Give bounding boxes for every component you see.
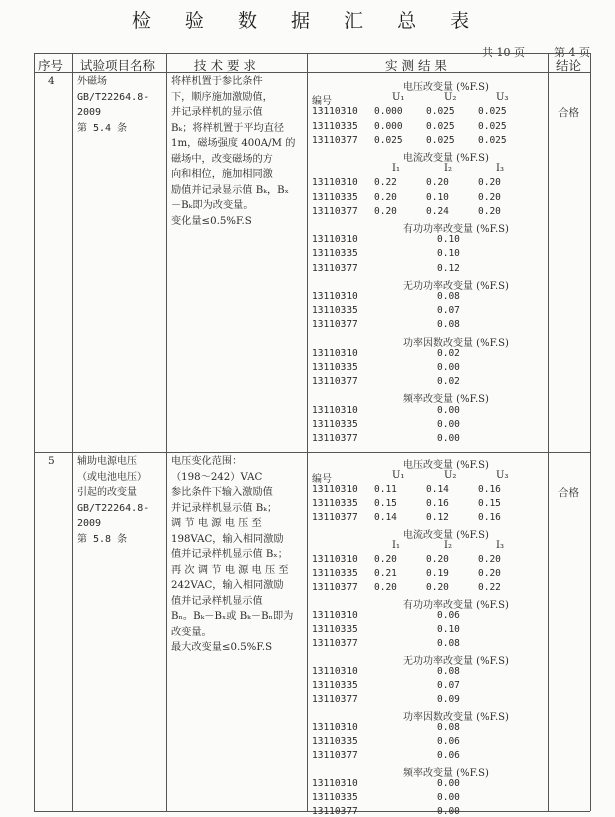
result-value: 0.06 [437,610,460,621]
requirement-line: 励值并记录显示值 Bₖ，Bₓ [171,184,289,196]
result-value: 0.16 [478,512,501,523]
requirement-line: 值并记录样机显示值 [171,595,263,607]
row-seq: 5 [48,455,55,467]
id-column-label: 编号 [312,96,332,108]
col-border [307,53,308,811]
item-name-line: GB/T22264.8- [77,502,150,514]
page-count: 共 10 页 [482,46,525,59]
item-name-line: 外磁场 [77,76,107,87]
header-requirement: 技 术 要 求 [194,58,256,73]
section-title: 频率改变量 (%F.S) [403,768,489,779]
result-value: 0.10 [437,248,460,260]
result-value: 0.00 [437,404,460,416]
result-row-id: 13110377 [312,694,358,705]
result-row-id: 13110377 [312,750,358,761]
result-value: 0.12 [426,512,449,523]
result-row-id: 13110335 [312,624,358,635]
result-row-id: 13110310 [312,106,358,118]
conclusion-value: 合格 [558,487,579,499]
requirement-line: 将样机置于参比条件 [171,76,263,87]
result-row-id: 13110310 [312,610,358,621]
requirement-line: 电压变化范围： [171,456,243,467]
section-title: 有功功率改变量 (%F.S) [403,224,509,235]
result-row-id: 13110310 [312,722,358,733]
item-name-line: 第 5.4 条 [77,122,128,134]
conclusion-value: 合格 [558,107,579,119]
section-title: 电压改变量 (%F.S) [403,82,489,93]
result-value: 0.000 [374,106,403,118]
result-value: 0.00 [437,433,460,444]
result-row-id: 13110335 [312,680,358,691]
result-row-id: 13110335 [312,120,358,132]
column-label: U₁ [392,92,405,104]
requirement-line: （198～242）VAC [171,471,263,483]
section-title: 无功功率改变量 (%F.S) [403,280,509,292]
col-border [166,53,167,811]
item-name-line: （或电池电压） [77,471,147,483]
column-label: U₂ [444,92,457,104]
row-divider [34,452,590,453]
requirement-line: 调 节 电 源 电 压 至 [171,518,262,529]
result-row-id: 13110377 [312,262,358,274]
result-row-id: 13110335 [312,248,358,260]
result-value: 0.025 [478,106,507,118]
result-value: 0.025 [374,134,403,146]
result-row-id: 13110377 [312,806,358,817]
row-seq: 4 [48,75,55,87]
column-label: I₂ [444,540,452,551]
result-value: 0.10 [437,234,460,246]
requirement-line: 并记录样机显示值 Bₖ； [171,502,278,514]
result-value: 0.025 [478,120,507,132]
result-value: 0.20 [478,177,501,189]
column-label: U₃ [496,92,509,104]
item-name-line: GB/T22264.8- [77,91,150,103]
section-title: 无功功率改变量 (%F.S) [403,656,509,667]
col-border [590,53,591,811]
column-label: I₃ [496,163,504,175]
result-row-id: 13110310 [312,404,358,416]
result-row-id: 13110377 [312,582,358,593]
result-row-id: 13110335 [312,305,358,317]
header-seq: 序号 [38,58,64,73]
result-row-id: 13110377 [312,433,358,444]
result-value: 0.14 [374,512,397,523]
result-row-id: 13110310 [312,778,358,789]
result-value: 0.10 [437,624,460,635]
result-value: 0.02 [437,376,460,388]
item-name-line: 引起的改变量 [77,487,137,498]
result-value: 0.10 [426,191,449,203]
result-value: 0.02 [437,347,460,359]
section-title: 电压改变量 (%F.S) [403,460,489,471]
result-value: 0.20 [426,554,449,565]
result-row-id: 13110310 [312,347,358,359]
header-conclusion: 结论 [556,58,582,73]
result-row-id: 13110310 [312,177,358,189]
result-value: 0.08 [437,291,460,302]
result-value: 0.025 [426,106,455,118]
requirement-line: 值并记录样机显示值 Bₓ； [171,549,288,560]
result-value: 0.15 [478,498,501,509]
requirement-line: 再 次 调 节 电 源 电 压 至 [171,564,289,576]
result-row-id: 13110310 [312,484,358,495]
result-row-id: 13110377 [312,638,358,649]
result-row-id: 13110377 [312,134,358,146]
requirement-line: Bₖ；将样机置于平均直径 [171,122,285,134]
result-value: 0.21 [374,568,397,579]
result-row-id: 13110310 [312,291,358,302]
item-name-line: 第 5.8 条 [77,533,128,545]
result-value: 0.15 [374,498,397,509]
result-row-id: 13110335 [312,191,358,203]
result-value: 0.20 [426,582,449,593]
result-value: 0.22 [374,177,397,189]
section-title: 电流改变量 (%F.S) [403,530,489,541]
section-title: 功率因数改变量 (%F.S) [403,337,509,349]
column-label: U₂ [444,470,457,481]
result-value: 0.14 [426,484,449,495]
result-value: 0.00 [437,418,460,430]
requirement-line: 1m，磁场强度 400A/M 的 [171,138,296,149]
result-value: 0.08 [437,319,460,331]
col-border [548,53,549,811]
result-row-id: 13110377 [312,205,358,217]
result-value: 0.08 [437,722,460,733]
result-value: 0.00 [437,806,460,817]
result-value: 0.025 [478,134,507,146]
result-value: 0.025 [426,120,455,132]
requirement-line: －Bₖ即为改变量。 [171,200,254,211]
result-value: 0.20 [374,554,397,565]
result-row-id: 13110335 [312,418,358,430]
result-row-id: 13110310 [312,554,358,565]
page-title: 检 验 数 据 汇 总 表 [131,10,484,32]
section-title: 有功功率改变量 (%F.S) [403,600,509,611]
requirement-line: 向和相位，施加相同激 [171,169,273,180]
result-value: 0.20 [478,205,501,217]
column-label: I₃ [496,540,504,551]
result-value: 0.16 [478,484,501,495]
section-title: 电流改变量 (%F.S) [403,153,489,164]
result-value: 0.00 [437,362,460,373]
table-top-border [34,53,590,54]
result-row-id: 13110335 [312,792,358,803]
result-value: 0.07 [437,680,460,691]
result-value: 0.22 [478,582,501,593]
requirement-line: Bₙ。Bₖ－Bₓ或 Bₖ－Bₙ即为 [171,611,294,622]
result-value: 0.11 [374,484,397,495]
result-row-id: 13110310 [312,666,358,677]
requirement-line: 242VAC，输入相同激励 [171,580,284,591]
result-value: 0.06 [437,750,460,761]
result-value: 0.20 [426,177,449,189]
result-value: 0.09 [437,694,460,705]
result-value: 0.20 [374,582,397,593]
result-value: 0.06 [437,736,460,747]
result-value: 0.20 [478,568,501,579]
result-row-id: 13110335 [312,362,358,373]
result-value: 0.07 [437,305,460,317]
result-value: 0.16 [426,498,449,509]
column-label: I₁ [392,540,400,551]
requirement-line: 下，顺序施加激励值， [171,91,273,103]
col-border [34,53,35,811]
requirement-line: 变化量≤0.5%F.S [171,215,252,227]
column-label: U₁ [392,470,405,481]
requirement-line: 并记录样机的显示值 [171,107,263,118]
requirement-line: 198VAC，输入相同激励 [171,533,284,545]
item-name-line: 辅助电源电压 [77,456,137,467]
header-result: 实 测 结 果 [385,58,447,73]
result-value: 0.20 [478,554,501,565]
result-value: 0.24 [426,205,449,217]
result-value: 0.20 [478,191,501,203]
result-value: 0.00 [437,778,460,789]
id-column-label: 编号 [312,474,332,485]
col-border [72,53,73,811]
column-label: I₂ [444,163,452,175]
requirement-line: 最大改变量≤0.5%F.S [171,642,273,653]
result-value: 0.20 [374,191,397,203]
requirement-line: 磁场中，改变磁场的方 [171,153,273,165]
result-row-id: 13110377 [312,319,358,331]
result-row-id: 13110335 [312,498,358,509]
result-row-id: 13110310 [312,234,358,246]
result-value: 0.00 [437,792,460,803]
result-value: 0.20 [374,205,397,217]
page-number: 第 4 页 [554,46,590,59]
header-item: 试验项目名称 [80,58,156,73]
item-name-line: 2009 [77,107,102,118]
requirement-line: 参比条件下输入激励值 [171,487,273,498]
requirement-line: 改变量。 [171,626,212,638]
column-label: U₃ [496,470,509,481]
section-title: 频率改变量 (%F.S) [403,394,489,406]
result-row-id: 13110377 [312,512,358,523]
result-row-id: 13110335 [312,736,358,747]
result-value: 0.19 [426,568,449,579]
result-value: 0.08 [437,666,460,677]
result-row-id: 13110335 [312,568,358,579]
result-value: 0.000 [374,120,403,132]
column-label: I₁ [392,163,400,175]
result-value: 0.08 [437,638,460,649]
section-title: 功率因数改变量 (%F.S) [403,712,509,723]
result-value: 0.12 [437,262,460,274]
result-value: 0.025 [426,134,455,146]
item-name-line: 2009 [77,518,102,529]
result-row-id: 13110377 [312,376,358,388]
